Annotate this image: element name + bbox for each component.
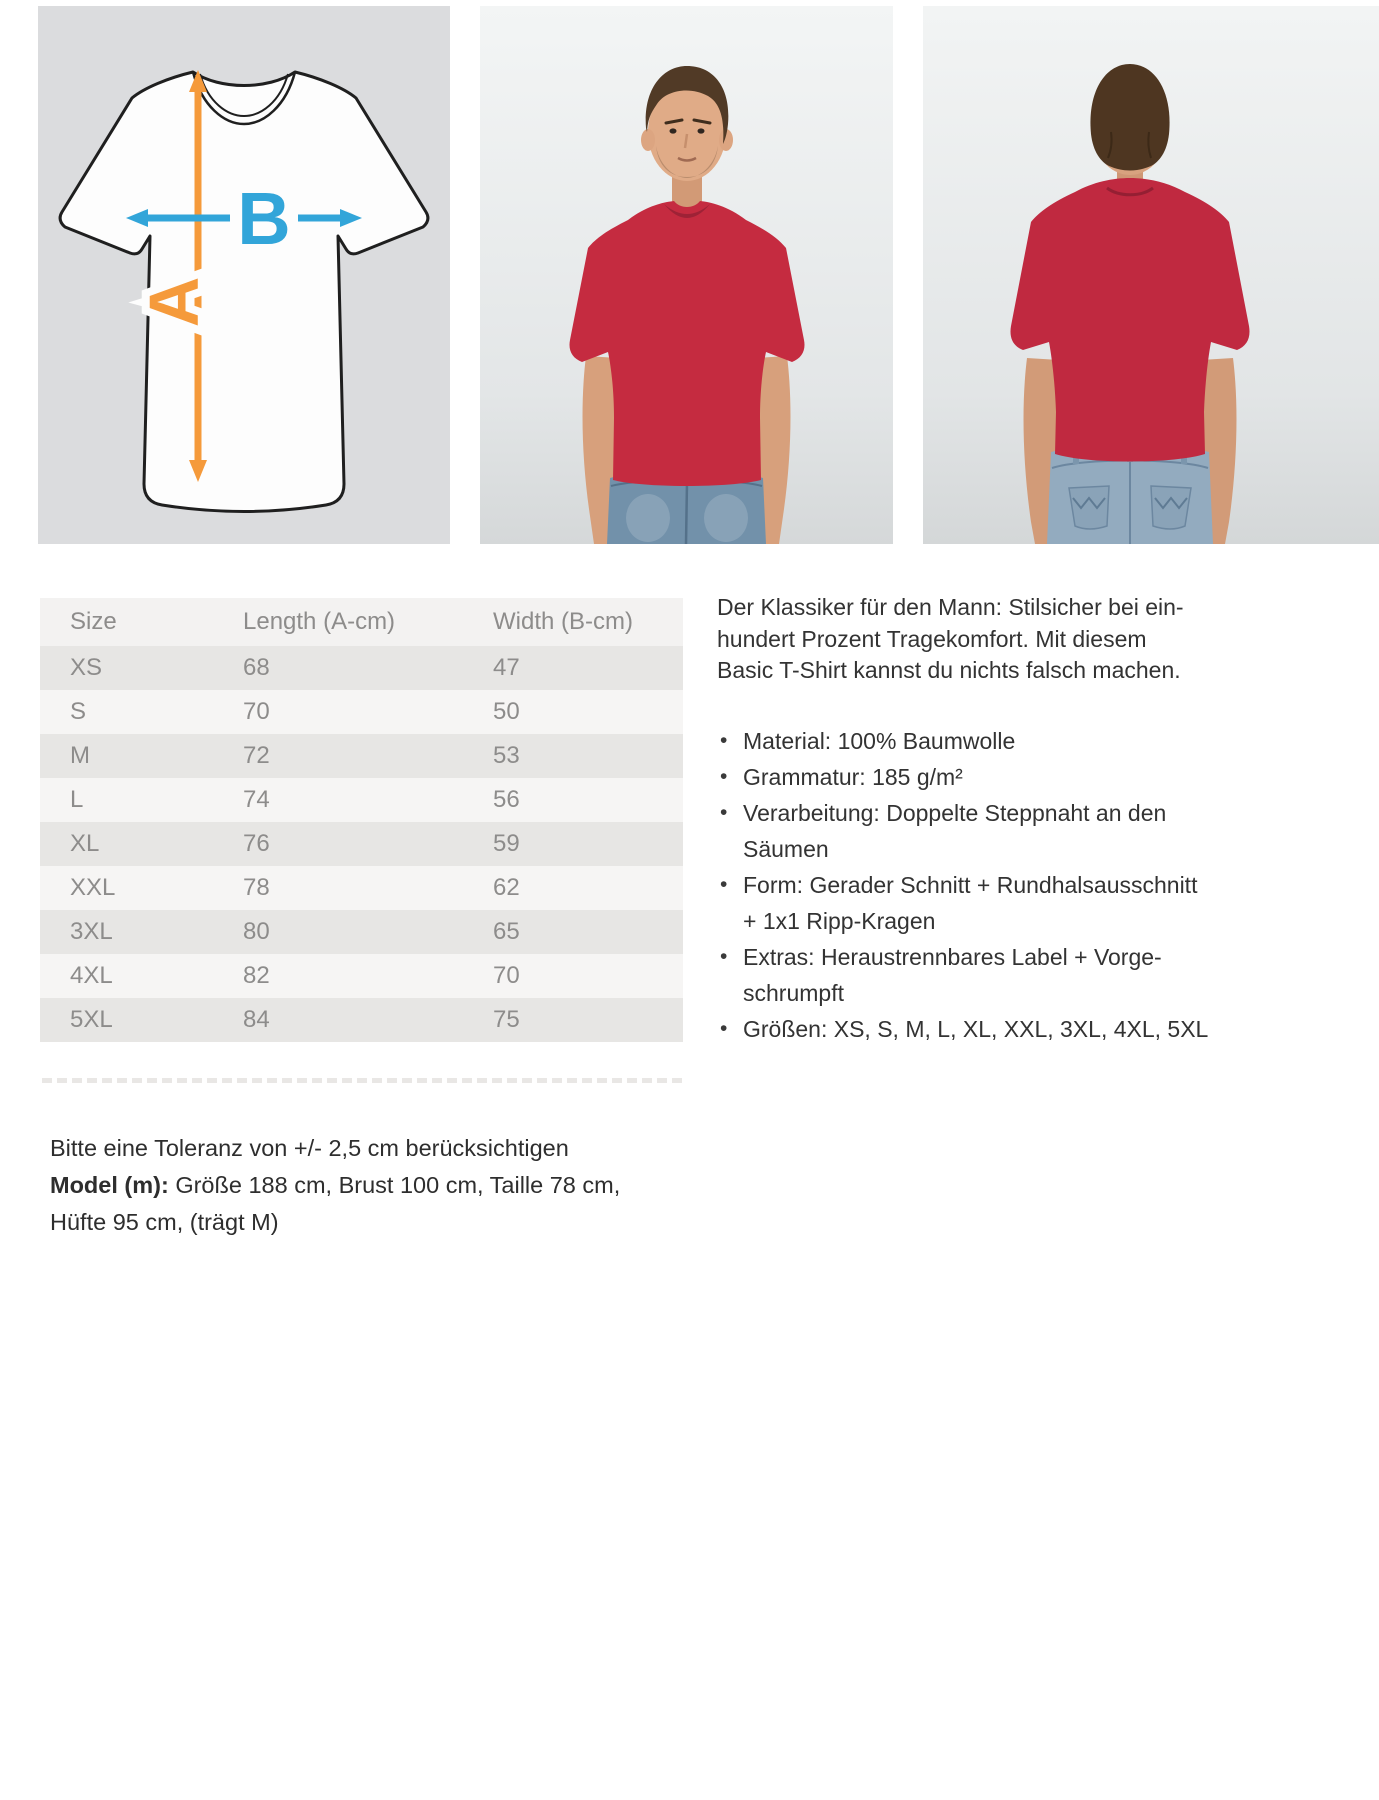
table-row bbox=[40, 690, 683, 734]
table-row bbox=[40, 734, 683, 778]
size-diagram-panel bbox=[38, 6, 450, 544]
table-row bbox=[40, 646, 683, 690]
description-line: Basic T-Shirt kannst du nichts falsch machen. bbox=[717, 657, 1181, 683]
length-cell: 70 bbox=[243, 690, 493, 734]
model-front-illustration bbox=[480, 6, 893, 544]
spec-item-material bbox=[717, 723, 1187, 759]
length-cell: 78 bbox=[243, 866, 493, 910]
table-row bbox=[40, 866, 683, 910]
spec-item-verarbeitung bbox=[717, 795, 1187, 867]
table-row bbox=[40, 998, 683, 1042]
length-cell: 82 bbox=[243, 954, 493, 998]
spec-item-grammatur bbox=[717, 759, 1187, 795]
width-cell: 53 bbox=[493, 734, 683, 778]
spec-line: • Material: 100% Baumwolle bbox=[743, 727, 1016, 754]
column-header-length: Length (A-cm) bbox=[243, 598, 493, 646]
width-cell: 56 bbox=[493, 778, 683, 822]
spec-item-form bbox=[717, 867, 1198, 939]
spec-item-groessen bbox=[717, 1011, 1209, 1047]
width-cell: 47 bbox=[493, 646, 683, 690]
spec-list bbox=[717, 723, 1209, 1047]
length-cell: 80 bbox=[243, 910, 493, 954]
size-cell: 3XL bbox=[40, 910, 243, 954]
length-cell: 74 bbox=[243, 778, 493, 822]
spec-line: + 1x1 Ripp-Kragen bbox=[743, 907, 936, 934]
length-cell: 84 bbox=[243, 998, 493, 1042]
size-table bbox=[40, 598, 683, 1042]
spec-line: • Verarbeitung: Doppelte Steppnaht an den bbox=[743, 799, 1167, 826]
arrow-a-label: A bbox=[135, 276, 213, 328]
column-header-width: Width (B-cm) bbox=[493, 598, 683, 646]
model-back-photo bbox=[923, 6, 1379, 544]
size-cell: 4XL bbox=[40, 954, 243, 998]
size-cell: M bbox=[40, 734, 243, 778]
spec-line: • Grammatur: 185 g/m² bbox=[743, 763, 963, 790]
width-cell: 65 bbox=[493, 910, 683, 954]
width-cell: 70 bbox=[493, 954, 683, 998]
product-description bbox=[717, 592, 1209, 1047]
spec-line: Säumen bbox=[743, 835, 829, 862]
size-cell: 5XL bbox=[40, 998, 243, 1042]
cropped-row-edge bbox=[42, 1078, 682, 1083]
width-cell: 62 bbox=[493, 866, 683, 910]
spec-item-extras bbox=[717, 939, 1187, 1011]
table-row bbox=[40, 954, 683, 998]
description-line: Der Klassiker für den Mann: Stilsicher bei ein- bbox=[717, 594, 1184, 620]
size-table-header-row bbox=[40, 598, 683, 646]
measurement-notes bbox=[50, 1130, 650, 1241]
model-front-photo bbox=[480, 6, 893, 544]
length-cell: 68 bbox=[243, 646, 493, 690]
description-line: hundert Prozent Tragekomfort. Mit diesem bbox=[717, 625, 1147, 652]
description-paragraph bbox=[717, 592, 1187, 687]
width-cell: 50 bbox=[493, 690, 683, 734]
model-note-text: Größe 188 cm, Brust 100 cm, Taille 78 cm, Hüfte 95 cm, (trägt M) bbox=[50, 1172, 621, 1235]
column-header-size: Size bbox=[40, 598, 243, 646]
arrow-b-label: B bbox=[237, 177, 291, 260]
spec-line: • Extras: Heraustrennbares Label + Vorge- bbox=[743, 943, 1162, 970]
table-row bbox=[40, 778, 683, 822]
table-row bbox=[40, 910, 683, 954]
size-cell: XL bbox=[40, 822, 243, 866]
model-note-label: Model (m): bbox=[50, 1172, 169, 1198]
spec-line: • Form: Gerader Schnitt + Rundhalsausschnitt bbox=[743, 871, 1198, 898]
spec-line: schrumpft bbox=[743, 979, 844, 1006]
spec-line: • Größen: XS, S, M, L, XL, XXL, 3XL, 4XL, 5XL bbox=[743, 1015, 1209, 1042]
size-cell: XS bbox=[40, 646, 243, 690]
tshirt-outline bbox=[60, 72, 428, 512]
tshirt-measure-diagram bbox=[38, 6, 450, 544]
width-cell: 75 bbox=[493, 998, 683, 1042]
width-cell: 59 bbox=[493, 822, 683, 866]
size-cell: L bbox=[40, 778, 243, 822]
tolerance-note: Bitte eine Toleranz von +/- 2,5 cm berücksichtigen bbox=[50, 1135, 569, 1161]
size-cell: XXL bbox=[40, 866, 243, 910]
table-row bbox=[40, 822, 683, 866]
size-cell: S bbox=[40, 690, 243, 734]
length-cell: 76 bbox=[243, 822, 493, 866]
model-note bbox=[50, 1167, 650, 1241]
length-cell: 72 bbox=[243, 734, 493, 778]
model-back-illustration bbox=[923, 6, 1379, 544]
